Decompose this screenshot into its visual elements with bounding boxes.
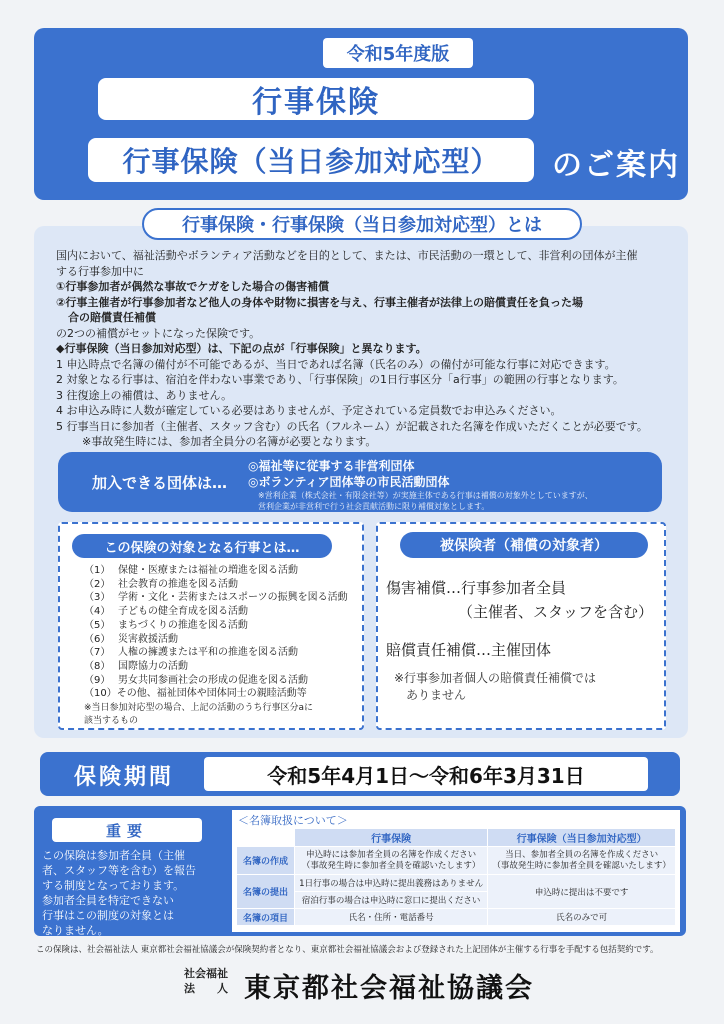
list-item: （3） 学術・文化・芸術またはスポーツの振興を図る活動 [84, 592, 348, 604]
liability-coverage: 賠償責任補償…主催団体 [386, 641, 552, 659]
injury-coverage: 傷害補償…行事参加者全員 [386, 579, 567, 597]
insurance-period-label: 保険期間 [74, 765, 175, 790]
injury-coverage-sub: （主催者、スタッフを含む） [458, 603, 654, 621]
org-type-line2: 法 人 [184, 982, 228, 995]
eligible-group-2: ◎ボランティア団体等の市民活動団体 [248, 475, 450, 489]
table-cell: 宿泊行事の場合は申込時に窓口に提出ください [295, 892, 488, 909]
eligible-groups-label: 加入できる団体は… [92, 474, 228, 492]
footer-note: この保険は、社会福祉法人 東京都社会福祉協議会が保険契約者となり、東京都社会福祉協議会および登録された上記団体が主催する行事を手配する包括契約です。 [36, 945, 659, 955]
title-event-insurance: 行事保険 [98, 78, 534, 120]
important-section [34, 806, 686, 936]
roster-table [236, 828, 676, 926]
important-text-line: この保険は参加者全員（主催 [42, 849, 185, 862]
important-text-line: なりません。 [42, 924, 109, 937]
eligible-groups-list [248, 458, 593, 512]
important-text [42, 848, 210, 938]
list-item-10: （10）その他、福祉団体や団体同士の親睦活動等 [84, 688, 307, 700]
row-header-creation: 名簿の作成 [237, 847, 295, 875]
title-guide: のご案内 [552, 148, 680, 183]
roster-handling-title: ＜名簿取扱について＞ [238, 814, 348, 827]
covered-events-note-2: 該当するもの [84, 716, 139, 727]
covered-events-heading: この保険の対象となる行事とは… [72, 534, 332, 558]
list-item: （2） 社会教育の推進を図る活動 [84, 578, 238, 590]
about-point-2: 2 対象となる行事は、宿泊を伴わない事業であり、「行事保険」の1日行事区分「a行事」の範囲の行事となります。 [56, 373, 624, 386]
insured-box [376, 522, 666, 730]
about-text [56, 248, 676, 450]
table-cell: 氏名・住所・電話番号 [295, 909, 488, 926]
list-item: （4） 子どもの健全育成を図る活動 [84, 606, 248, 618]
table-cell: 申込時に提出は不要です [488, 875, 676, 909]
column-header-same-day: 行事保険（当日参加対応型） [488, 829, 676, 847]
roster-handling-panel [232, 810, 680, 932]
about-diff-line: ◆行事保険（当日参加対応型）は、下記の点が「行事保険」と異なります。 [56, 342, 427, 355]
insured-note-2: ありません [406, 688, 467, 702]
about-intro-line1: 国内において、福祉活動やボランティア活動などを目的として、または、市民活動の一環として、非営利の団体が主催 [56, 249, 638, 262]
row-header-items: 名簿の項目 [237, 909, 295, 926]
table-cell: 1日行事の場合は申込時に提出義務はありません [295, 875, 488, 892]
list-item: （5） まちづくりの推進を図る活動 [84, 619, 248, 631]
insured-note-1: ※行事参加者個人の賠償責任補償では [394, 671, 597, 685]
org-name: 東京都社会福祉協議会 [244, 973, 534, 1004]
title-same-day-insurance: 行事保険（当日参加対応型） [88, 138, 534, 182]
important-text-line: 参加者全員を特定できない [42, 894, 174, 907]
header-banner [34, 28, 688, 200]
about-point-3: 3 往復途上の補償は、ありません。 [56, 388, 233, 402]
about-point-5: 5 行事当日に参加者（主催者、スタッフ含む）の氏名（フルネーム）が記載された名簿を作成いただくことが必要です。 [56, 419, 648, 433]
insurance-period-value: 令和5年4月1日～令和6年3月31日 [204, 757, 648, 791]
table-header-row [237, 829, 676, 847]
row-header-submission: 名簿の提出 [237, 875, 295, 909]
about-heading: 行事保険・行事保険（当日参加対応型）とは [142, 208, 582, 240]
eligible-groups-note-1: ※営利企業（株式会社・有限会社等）が実施主体である行事は補償の対象外としていますが、 [258, 491, 593, 500]
about-point-4: 4 お申込み時に人数が確定している必要はありませんが、予定されている定員数でお申込みください。 [56, 404, 562, 417]
table-row [237, 847, 676, 875]
table-cell: 当日、参加者全員の名簿を作成ください （事故発生時に参加者全員を確認いたします） [488, 847, 676, 875]
insured-body [386, 576, 662, 704]
important-text-line: 者、スタッフ等を含む）を報告 [42, 864, 196, 877]
list-item: （7） 人権の擁護または平和の推進を図る活動 [84, 647, 298, 659]
table-row [237, 909, 676, 926]
covered-events-list [84, 564, 360, 727]
org-type-line1: 社会福祉 [184, 967, 228, 980]
table-cell: 申込時には参加者全員の名簿を作成ください （事故発生時に参加者全員を確認いたします） [295, 847, 488, 875]
table-cell: 氏名のみで可 [488, 909, 676, 926]
insured-heading: 被保険者（補償の対象者） [400, 532, 648, 558]
table-row [237, 875, 676, 892]
about-item-2a: ②行事主催者が行事参加者など他人の身体や財物に損害を与え、行事主催者が法律上の賠償責任を負った場 [56, 295, 583, 309]
eligible-groups-note-2: 営利企業が非営利で行う社会貢献活動に限り補償対象とします。 [258, 502, 490, 511]
list-item: （6） 災害救援活動 [84, 633, 178, 645]
covered-events-box [58, 522, 364, 730]
table-corner [237, 829, 295, 847]
important-text-line: する制度となっております。 [42, 879, 185, 892]
eligible-group-1: ◎福祉等に従事する非営利団体 [248, 459, 415, 473]
about-point-5-note: ※事故発生時には、参加者全員分の名簿が必要となります。 [82, 435, 377, 448]
about-point-1: 1 申込時点で名簿の備付が不可能であるが、当日であれば名簿（氏名のみ）の備付が可能な行事に対応できます。 [56, 357, 616, 371]
column-header-event-insurance: 行事保険 [295, 829, 488, 847]
list-item: （8） 国際協力の活動 [84, 660, 188, 672]
covered-events-note-1: ※当日参加対応型の場合、上記の活動のうち行事区分aに [84, 703, 314, 714]
list-item: （1） 保健・医療または福祉の増進を図る活動 [84, 565, 298, 576]
about-item-2b: 合の賠償責任補償 [68, 311, 156, 324]
list-item: （9） 男女共同参画社会の形成の促進を図る活動 [84, 674, 308, 686]
fiscal-year-badge: 令和5年度版 [323, 38, 473, 68]
insurance-period-banner [40, 752, 680, 796]
about-item-1: ①行事参加者が偶然な事故でケガをした場合の傷害補償 [56, 280, 330, 293]
about-intro-line2: する行事参加中に [56, 264, 144, 278]
important-heading: 重要 [52, 818, 202, 842]
org-type [184, 966, 234, 996]
eligible-groups-banner [58, 452, 662, 512]
important-text-line: 行事はこの制度の対象とは [42, 909, 174, 922]
about-set-line: の2つの補償がセットになった保険です。 [56, 326, 261, 340]
